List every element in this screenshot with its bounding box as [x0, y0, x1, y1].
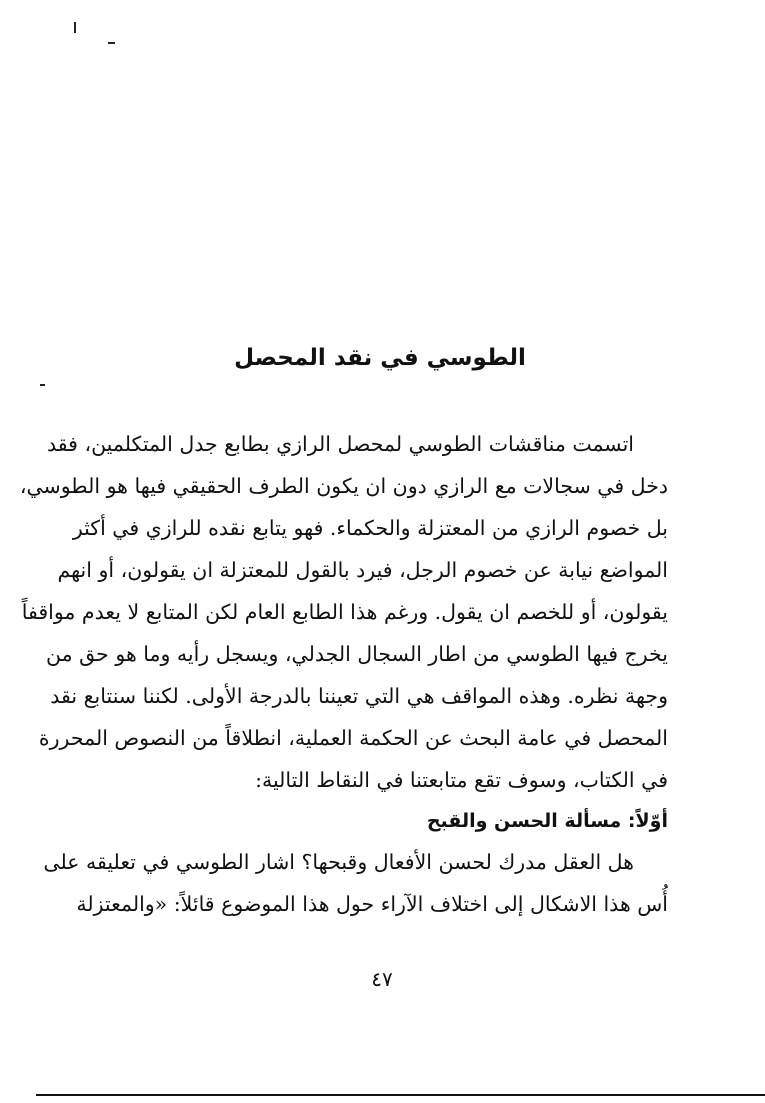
scan-mark [108, 42, 115, 44]
text-line: يخرج فيها الطوسي من اطار السجال الجدلي، ويسجل رأيه وما هو حق من [45, 642, 668, 666]
chapter-title: الطوسي في نقد المحصل [234, 345, 526, 371]
text-line: المواضع نيابة عن خصوم الرجل، فيرد بالقول للمعتزلة ان يقولون، أو انهم [57, 558, 668, 582]
text-line: يقولون، أو للخصم ان يقول. ورغم هذا الطابع العام لكن المتابع لا يعدم مواقفاً [21, 600, 668, 624]
scan-mark [40, 384, 45, 386]
text-line: وجهة نظره. وهذه المواقف هي التي تعيننا بالدرجة الأولى. لكننا سنتابع نقد [50, 684, 668, 708]
text-line: اتسمت مناقشات الطوسي لمحصل الرازي بطابع جدل المتكلمين، فقد [47, 432, 634, 456]
text-line: بل خصوم الرازي من المعتزلة والحكماء. فهو يتابع نقده للرازي في أكثر [72, 516, 668, 540]
text-line: أُس هذا الاشكال إلى اختلاف الآراء حول هذا الموضوع قائلاً: «والمعتزلة [76, 892, 668, 916]
body-text [19, 423, 668, 925]
text-line: هل العقل مدرك لحسن الأفعال وقبحها؟ اشار الطوسي في تعليقه على [43, 850, 634, 874]
page-edge [36, 1094, 765, 1096]
text-line: في الكتاب، وسوف تقع متابعتنا في النقاط التالية: [255, 768, 668, 792]
page-number: ٤٧ [371, 967, 393, 991]
scan-mark [74, 22, 76, 33]
text-line: المحصل في عامة البحث عن الحكمة العملية، انطلاقاً من النصوص المحررة [38, 726, 668, 750]
text-line: دخل في سجالات مع الرازي دون ان يكون الطرف الحقيقي فيها هو الطوسي، [19, 474, 668, 498]
section-heading: أوّلاً: مسألة الحسن والقبح [426, 810, 668, 832]
